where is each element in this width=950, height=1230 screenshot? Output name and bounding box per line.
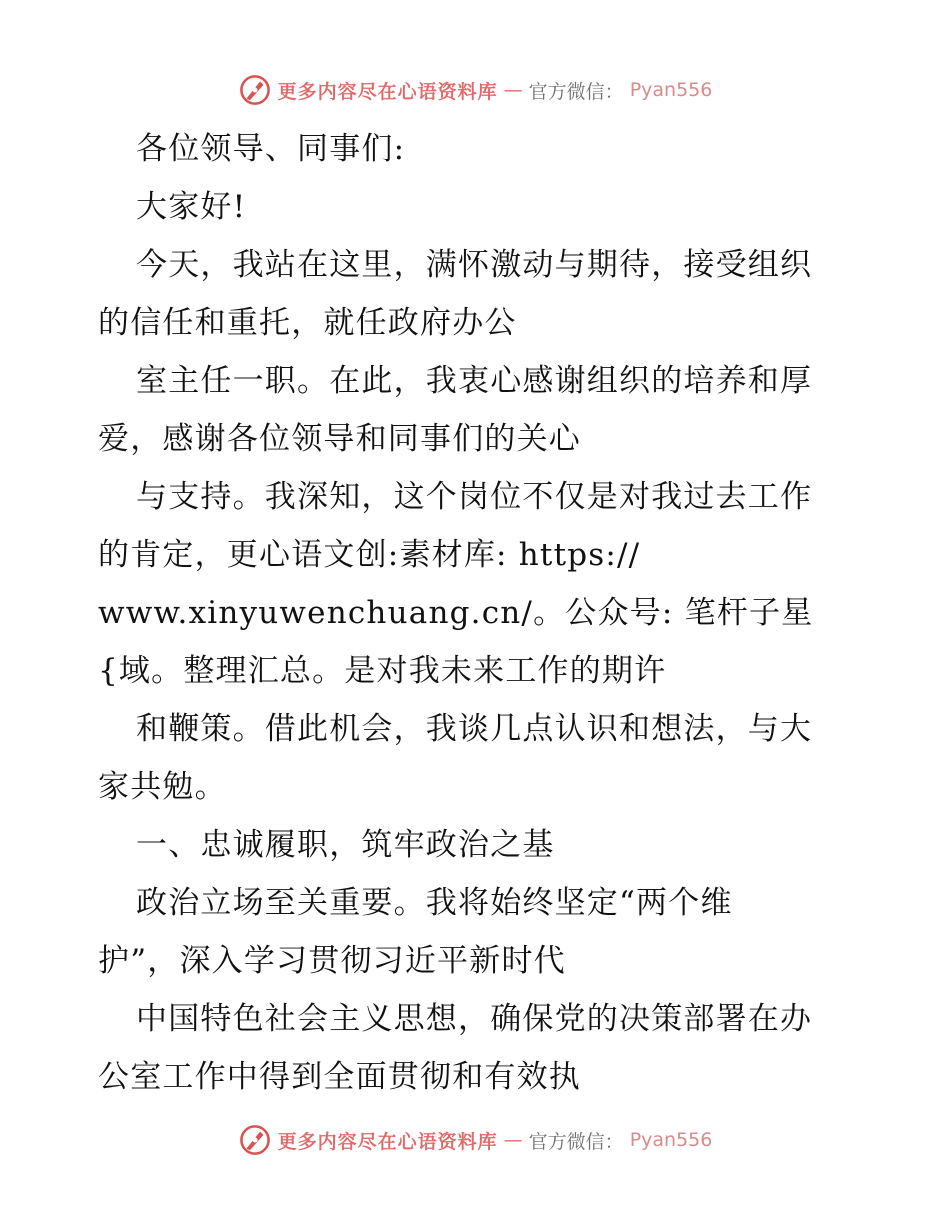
banner-wechat-id: Pyan556 — [629, 1129, 713, 1151]
text-line: 室主任一职。在此，我衷心感谢组织的培养和厚 — [136, 363, 813, 399]
pen-nib-logo-icon — [238, 1123, 272, 1157]
text-line: 的信任和重托，就任政府办公 — [98, 305, 517, 341]
banner-wechat-label: 官方微信： — [528, 1130, 624, 1153]
text-line: {域。整理汇总。是对我未来工作的期许 — [98, 653, 667, 689]
text-line: www.xinyuwenchuang.cn/。公众号: 笔杆子星 — [98, 595, 814, 631]
text-line: 各位领导、同事们: — [136, 131, 406, 167]
banner-wechat-label: 官方微信： — [528, 80, 624, 103]
text-line: 家共勉。 — [98, 769, 227, 805]
text-line: 政治立场至关重要。我将始终坚定“两个维 — [136, 885, 733, 921]
text-line: 护”，深入学习贯彻习近平新时代 — [98, 943, 566, 979]
pen-nib-logo-icon — [238, 73, 272, 107]
banner-main-text: 更多内容尽在心语资料库 — [277, 1130, 498, 1153]
document-body — [98, 120, 858, 1106]
text-line: 公室工作中得到全面贯彻和有效执 — [98, 1059, 581, 1095]
text-line: 与支持。我深知，这个岗位不仅是对我过去工作 — [136, 479, 813, 515]
text-line: 中国特色社会主义思想，确保党的决策部署在办 — [136, 1001, 813, 1037]
banner-dash: — — [503, 79, 523, 101]
section-heading: 一、忠诚履职，筑牢政治之基 — [136, 827, 555, 863]
text-line: 爱，感谢各位领导和同事们的关心 — [98, 421, 581, 457]
text-line: 的肯定，更心语文创:素材库: https:// — [98, 537, 641, 573]
banner-wechat-id: Pyan556 — [629, 79, 713, 101]
banner-dash: — — [503, 1129, 523, 1151]
text-line: 和鞭策。借此机会，我谈几点认识和想法，与大 — [136, 711, 813, 747]
text-line: 大家好! — [136, 189, 247, 225]
header-watermark-banner — [0, 70, 950, 110]
text-line: 今天，我站在这里，满怀激动与期待，接受组织 — [136, 247, 813, 283]
banner-main-text: 更多内容尽在心语资料库 — [277, 80, 498, 103]
footer-watermark-banner — [0, 1120, 950, 1160]
